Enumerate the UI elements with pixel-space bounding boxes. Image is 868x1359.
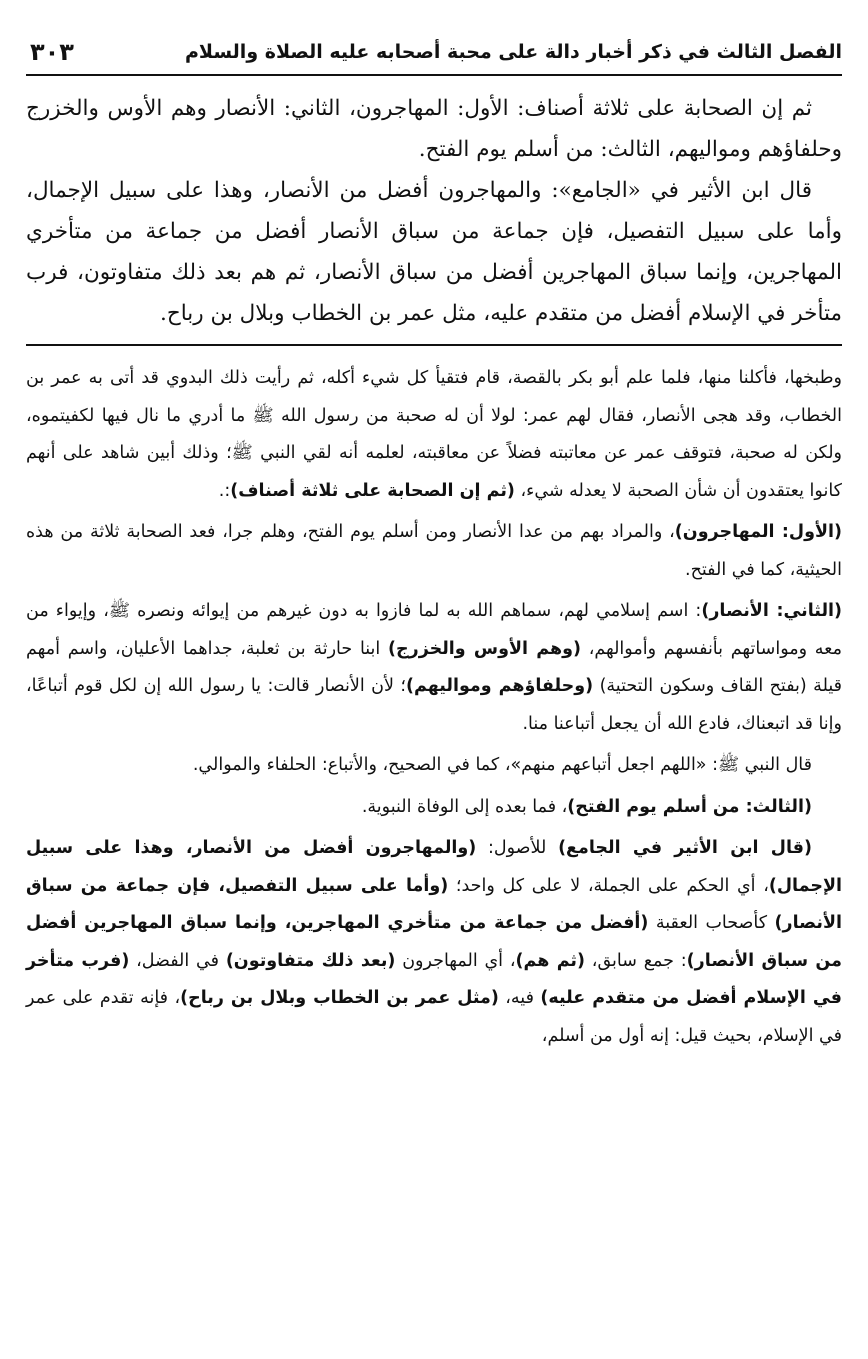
main-paragraph: قال ابن الأثير في «الجامع»: والمهاجرون أفضل من الأنصار، وهذا على سبيل الإجمال، وأما على سبيل التفصيل، فإن جماعة من سباق الأنصار أفضل من جماعة من متأخري المهاجرين، وإنما سباق المهاجرين أفضل من سباق الأنصار، ثم هم بعد ذلك متفاوتون، فرب متأخر في الإسلام أفضل من متقدم عليه، مثل عمر بن الخطاب وبلال بن رباح.: [26, 178, 842, 326]
quoted-text: (وأما على سبيل التفصيل، فإن جماعة من سباق الأنصار): [26, 875, 842, 933]
commentary-text: ، أي المهاجرون: [395, 950, 516, 971]
commentary-text: قال النبي ﷺ: «اللهم اجعل أتباعهم منهم»، كما في الصحيح، والأتباع: الحلفاء والموالي.: [192, 755, 812, 775]
quoted-text: (الثاني: الأنصار): [701, 601, 843, 621]
quoted-text: (بعد ذلك متفاوتون): [225, 950, 396, 971]
commentary-text: في الفضل،: [129, 950, 226, 971]
text-separator: [26, 344, 842, 346]
quoted-text: (ثم إن الصحابة على ثلاثة أصناف): [230, 480, 515, 501]
commentary-text: ، فما بعده إلى الوفاة النبوية.: [361, 796, 568, 817]
page-header: [26, 30, 842, 76]
commentary-text: فيه،: [498, 988, 541, 1008]
quoted-text: (والمهاجرون أفضل من الأنصار، وهذا على سبيل الإجمال): [26, 838, 843, 896]
commentary-paragraph: [26, 593, 842, 743]
quoted-text: (مثل عمر بن الخطاب وبلال بن رباح): [180, 988, 499, 1008]
commentary-text: ابنا حارثة بن ثعلبة، جداهما الأعليان، واسم أمهم قيلة (بفتح القاف وسكون التحتية): [26, 638, 843, 696]
commentary-paragraph: [26, 747, 842, 785]
commentary-paragraph: [26, 789, 842, 827]
quoted-text: (وهم الأوس والخزرج): [388, 638, 581, 659]
quoted-text: (أفضل من جماعة من متأخري المهاجرين، وإنما سباق المهاجرين أفضل من سباق الأنصار): [26, 913, 842, 971]
commentary-text: ، أي الحكم على الجملة، لا على كل واحد؛: [448, 875, 769, 896]
quoted-text: (ثم هم): [515, 950, 585, 971]
quoted-text: (وحلفاؤهم ومواليهم): [405, 676, 594, 696]
commentary-paragraph: [26, 360, 842, 510]
commentary-text: للأصول:: [476, 838, 559, 858]
commentary: [26, 360, 842, 1055]
commentary-text: كأصحاب العقبة: [648, 913, 775, 933]
book-page: [26, 30, 842, 1339]
commentary-paragraph: [26, 514, 842, 589]
commentary-text: ، والمراد بهم من عدا الأنصار ومن أسلم يوم الفتح، وهلم جرا، فعد الصحابة ثلاثة من هذه الحيثية، كما في الفتح.: [26, 522, 842, 580]
commentary-text: ، فإنه تقدم على عمر في الإسلام، بحيث قيل: إنه أول من أسلم،: [26, 988, 842, 1046]
page-number: ٣٠٣: [30, 38, 74, 66]
main-text: [26, 88, 842, 334]
quoted-text: (فرب متأخر في الإسلام أفضل من متقدم عليه): [26, 950, 842, 1008]
chapter-title: الفصل الثالث في ذكر أخبار دالة على محبة أصحابه عليه الصلاة والسلام: [184, 41, 842, 63]
commentary-text: ؛ لأن الأنصار قالت: يا رسول الله إن لكل قوم أتباعًا، وإنا قد اتبعناك، فادع الله أن يجعل أتباعنا منا.: [26, 676, 842, 734]
main-paragraph: ثم إن الصحابة على ثلاثة أصناف: الأول: المهاجرون، الثاني: الأنصار وهم الأوس والخزرج وحلفاؤهم ومواليهم، الثالث: من أسلم يوم الفتح.: [26, 96, 842, 162]
quoted-text: (قال ابن الأثير في الجامع): [558, 838, 812, 858]
quoted-text: (الثالث: من أسلم يوم الفتح): [567, 796, 812, 817]
quoted-text: (الأول: المهاجرون): [674, 522, 842, 542]
commentary-text: : اسم إسلامي لهم، سماهم الله به لما فازوا به دون غيرهم من إيوائه ونصره ﷺ، وإيواء من معه ومواساتهم بأنفسهم وأموالهم،: [26, 601, 842, 659]
commentary-text: : جمع سابق،: [585, 950, 687, 971]
commentary-paragraph: [26, 830, 842, 1055]
commentary-text: وطبخها، فأكلنا منها، فلما علم أبو بكر بالقصة، قام فتقيأ كل شيء أكله، ثم رأيت ذلك البدوي قد أتى به عمر بن الخطاب، وقد هجى الأنصار، فقال لهم عمر: لولا أن له صحبة من رسول الله ﷺ ما أدري ما نال فيها لكفيتموه، ولكن له صحبة، فتوقف عمر عن معاتبته فضلاً عن معاقبته، لعلمه أنه لقي النبي ﷺ؛ وذلك أبين شاهد على أنهم كانوا يعتقدون أن شأن الصحبة لا يعدله شيء،: [26, 368, 842, 501]
commentary-text: :.: [218, 480, 231, 501]
